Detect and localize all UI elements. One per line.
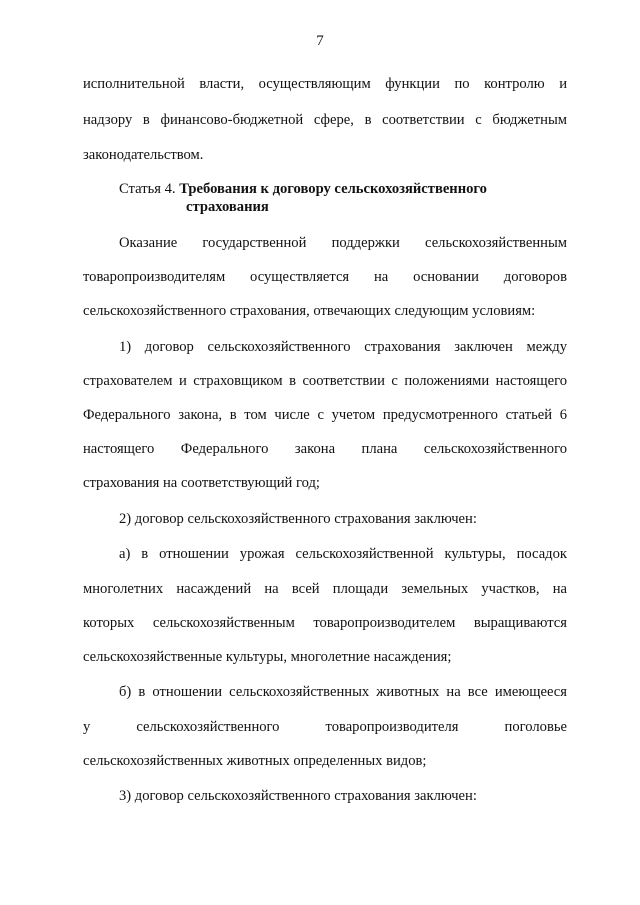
item-2a-line-4: сельскохозяйственные культуры, многолетние насаждения; [83,649,452,665]
item-2b-line-2: у сельскохозяйственного товаропроизводителя поголовье [83,719,567,735]
item-2-line: 2) договор сельскохозяйственного страхования заключен: [119,511,477,527]
main-paragraph-line-1: Оказание государственной поддержки сельскохозяйственным [119,235,567,251]
item-1-line-1: 1) договор сельскохозяйственного страхования заключен между [119,339,567,355]
main-paragraph-line-3: сельскохозяйственного страхования, отвечающих следующим условиям: [83,303,536,319]
item-2a-line-1: а) в отношении урожая сельскохозяйственной культуры, посадок [119,546,567,562]
page-number: 7 [316,33,324,49]
item-1-line-4: настоящего Федерального закона плана сельскохозяйственного [83,441,567,457]
item-2b-line-1: б) в отношении сельскохозяйственных животных на все имеющееся [119,684,567,700]
item-2a-line-2: многолетних насаждений на всей площади земельных участков, на [83,581,567,597]
article-title-line-2: страхования [186,199,269,215]
intro-line-1: исполнительной власти, осуществляющим функции по контролю и [83,76,567,92]
article-prefix: Статья 4. [119,181,176,197]
item-1-line-5: страхования на соответствующий год; [83,475,320,491]
article-title-line-1: Требования к договору сельскохозяйственного [179,181,487,197]
main-paragraph-line-2: товаропроизводителям осуществляется на основании договоров [83,269,567,285]
intro-line-3: законодательством. [83,147,204,163]
item-2b-line-3: сельскохозяйственных животных определенных видов; [83,753,427,769]
item-1-line-3: Федерального закона, в том числе с учетом предусмотренного статьей 6 [83,407,567,423]
article-heading [119,180,487,198]
intro-line-2: надзору в финансово-бюджетной сфере, в соответствии с бюджетным [83,112,567,128]
item-2a-line-3: которых сельскохозяйственным товаропроизводителем выращиваются [83,615,567,631]
item-1-line-2: страхователем и страховщиком в соответствии с положениями настоящего [83,373,567,389]
item-3-line: 3) договор сельскохозяйственного страхования заключен: [119,788,477,804]
